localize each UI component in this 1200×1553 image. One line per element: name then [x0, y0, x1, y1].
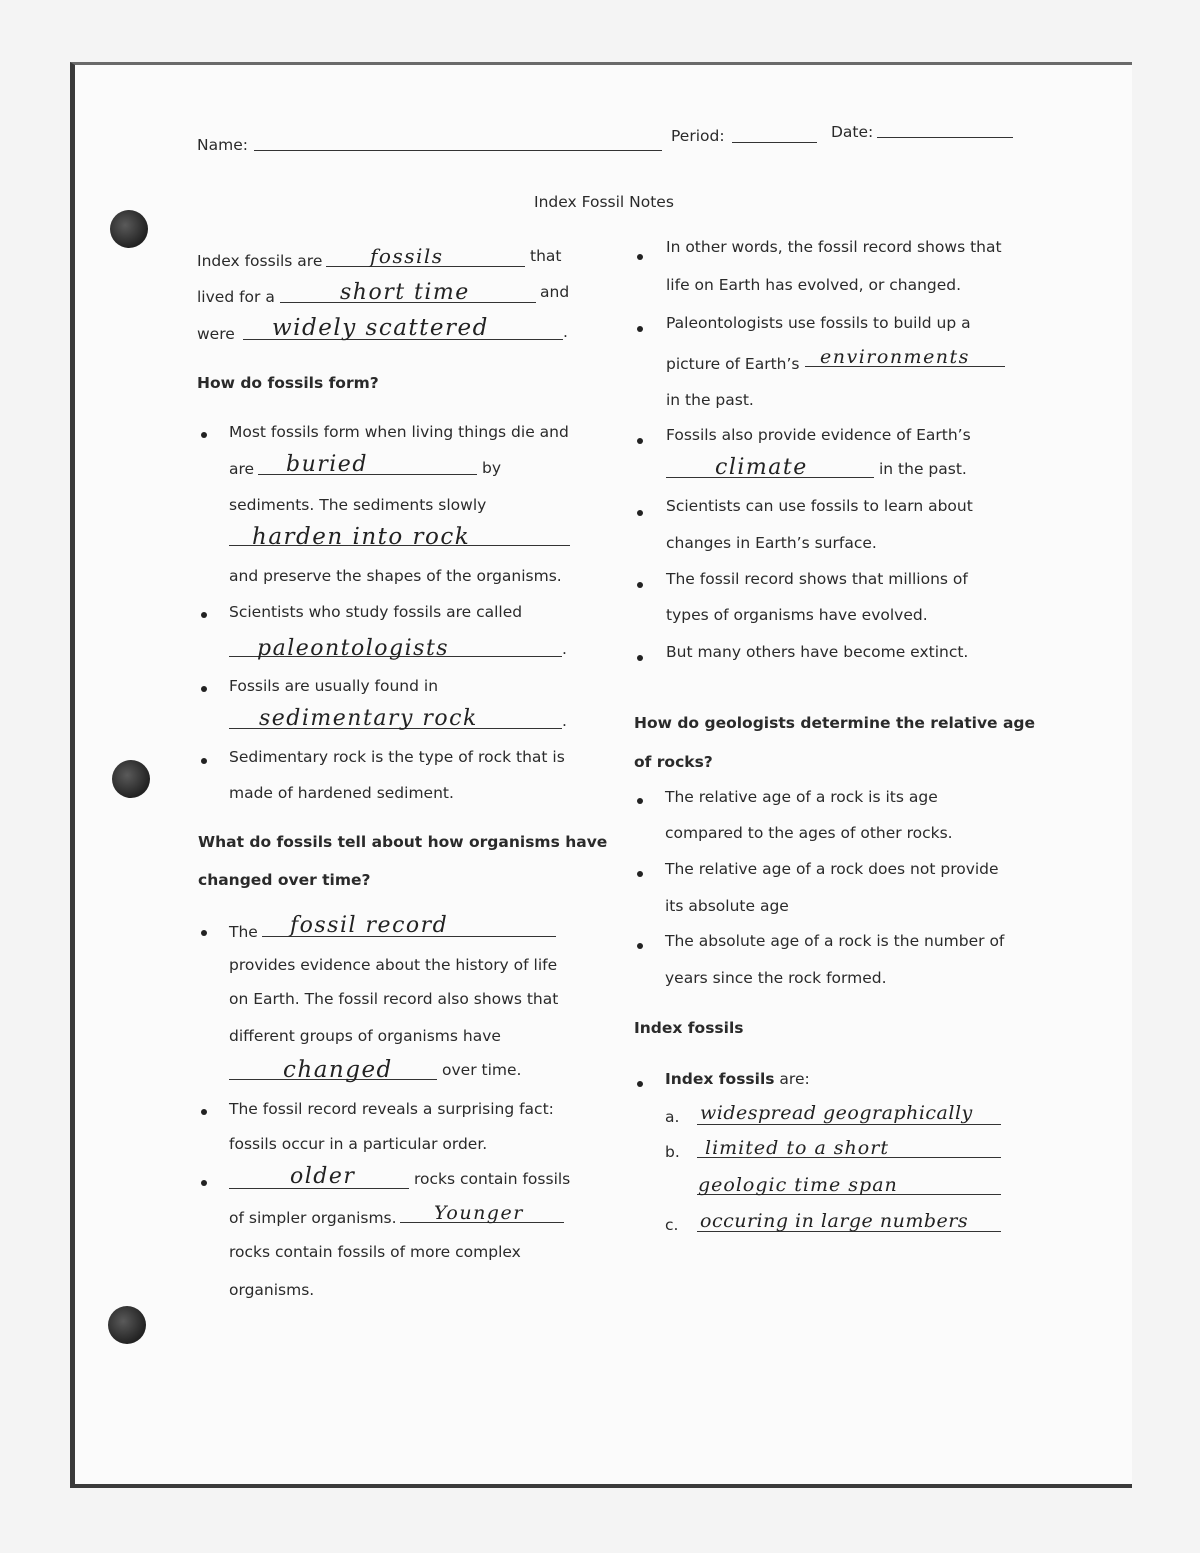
- right-r1-line2: compared to the ages of other rocks.: [665, 824, 953, 842]
- right-b2-answer: environments: [820, 346, 970, 368]
- period-label: Period:: [671, 127, 725, 145]
- right-r2-line1: The relative age of a rock does not provide: [665, 860, 999, 878]
- list-label-c: c.: [665, 1216, 679, 1234]
- period-blank[interactable]: [732, 142, 817, 143]
- form-b4-line2: made of hardened sediment.: [229, 784, 454, 802]
- heading-relative-age-2: of rocks?: [634, 753, 713, 771]
- intro-text-1: Index fossils are: [197, 252, 323, 270]
- tell-b3-line1: rocks contain fossils: [414, 1170, 571, 1188]
- right-b5-line2: types of organisms have evolved.: [666, 606, 928, 624]
- form-b1-answer-1: buried: [286, 452, 368, 477]
- intro-answer-2: short time: [340, 280, 470, 305]
- intro-text-1-end: that: [530, 247, 562, 265]
- form-b1-answer-2: harden into rock: [252, 524, 471, 550]
- right-r2-line2: its absolute age: [665, 897, 789, 915]
- right-b1-line1: In other words, the fossil record shows that: [666, 238, 1002, 256]
- right-b6-line1: But many others have become extinct.: [666, 643, 969, 661]
- date-blank[interactable]: [877, 137, 1013, 138]
- right-b3-answer: climate: [715, 455, 808, 480]
- bullet: [201, 612, 207, 618]
- bullet: [637, 582, 643, 588]
- tell-b3-line3: rocks contain fossils of more complex: [229, 1243, 521, 1261]
- punch-hole-middle: [112, 760, 150, 798]
- form-b2-line1: Scientists who study fossils are called: [229, 603, 523, 621]
- right-b2-line3: in the past.: [666, 391, 754, 409]
- tell-b3-line4: organisms.: [229, 1281, 315, 1299]
- answer-b-line1: limited to a short: [705, 1137, 889, 1159]
- right-b4-line1: Scientists can use fossils to learn about: [666, 497, 973, 515]
- form-b3-end: .: [562, 712, 567, 730]
- form-b3-line1: Fossils are usually found in: [229, 677, 439, 695]
- right-r3-line1: The absolute age of a rock is the number of: [665, 932, 1005, 950]
- right-b4-line2: changes in Earth’s surface.: [666, 534, 877, 552]
- answer-a: widespread geographically: [700, 1102, 973, 1124]
- tell-b3-line2: of simpler organisms.: [229, 1209, 397, 1227]
- bullet: [637, 943, 643, 949]
- right-b2-line1: Paleontologists use fossils to build up a: [666, 314, 971, 332]
- tell-b1-answer-2: changed: [283, 1057, 393, 1083]
- name-blank[interactable]: [254, 150, 662, 151]
- answer-b-line2: geologic time span: [698, 1174, 898, 1196]
- bullet: [201, 930, 207, 936]
- bullet: [637, 326, 643, 332]
- tell-b1-line3: on Earth. The fossil record also shows that: [229, 990, 559, 1008]
- right-b1-line2: life on Earth has evolved, or changed.: [666, 276, 962, 294]
- page-title: Index Fossil Notes: [534, 193, 674, 211]
- bullet: [201, 758, 207, 764]
- bullet: [637, 1081, 643, 1087]
- intro-answer-3: widely scattered: [272, 315, 489, 341]
- right-b5-line1: The fossil record shows that millions of: [666, 570, 968, 588]
- intro-answer-1: fossils: [370, 244, 444, 268]
- form-b2-end: .: [562, 640, 567, 658]
- intro-text-2: lived for a: [197, 288, 275, 306]
- bullet: [637, 871, 643, 877]
- index-fossils-are: Index fossils are:: [665, 1070, 810, 1088]
- right-r1-line1: The relative age of a rock is its age: [665, 788, 938, 806]
- tell-b1-the: The: [229, 923, 258, 941]
- bullet: [637, 510, 643, 516]
- form-b3-answer: sedimentary rock: [259, 706, 478, 731]
- intro-text-2-end: and: [540, 283, 570, 301]
- form-b2-answer: paleontologists: [257, 636, 450, 661]
- bullet: [201, 1180, 207, 1186]
- tell-b3-answer-2: Younger: [434, 1202, 524, 1224]
- bullet: [637, 438, 643, 444]
- form-b1-line5: and preserve the shapes of the organisms.: [229, 567, 562, 585]
- form-b1-line3: sediments. The sediments slowly: [229, 496, 487, 514]
- list-label-b: b.: [665, 1143, 680, 1161]
- heading-how-fossils-form: How do fossils form?: [197, 374, 379, 392]
- tell-b1-answer-1: fossil record: [290, 913, 449, 938]
- form-b1-are: are: [229, 460, 255, 478]
- tell-b3-answer-1: older: [290, 1164, 356, 1189]
- punch-hole-top: [110, 210, 148, 248]
- right-b2-line2: picture of Earth’s: [666, 355, 800, 373]
- right-b3-line2: in the past.: [879, 460, 967, 478]
- bullet: [201, 432, 207, 438]
- tell-b2-line2: fossils occur in a particular order.: [229, 1135, 488, 1153]
- punch-hole-bottom: [108, 1306, 146, 1344]
- answer-c: occuring in large numbers: [700, 1210, 969, 1232]
- intro-text-3-end: .: [563, 323, 568, 341]
- tell-b1-line2: provides evidence about the history of life: [229, 956, 558, 974]
- heading-relative-age-1: How do geologists determine the relative age: [634, 714, 1036, 732]
- bullet: [201, 686, 207, 692]
- bullet: [637, 254, 643, 260]
- heading-index-fossils: Index fossils: [634, 1019, 744, 1037]
- heading-what-fossils-tell-2: changed over time?: [198, 871, 371, 889]
- worksheet-page: [70, 62, 1132, 1488]
- right-r3-line2: years since the rock formed.: [665, 969, 887, 987]
- tell-b1-over: over time.: [442, 1061, 522, 1079]
- intro-text-3: were: [197, 325, 235, 343]
- date-label: Date:: [831, 123, 874, 141]
- bullet: [637, 798, 643, 804]
- form-b1-line1: Most fossils form when living things die and: [229, 423, 569, 441]
- form-b4-line1: Sedimentary rock is the type of rock that is: [229, 748, 565, 766]
- form-b1-by: by: [482, 459, 502, 477]
- bullet: [201, 1109, 207, 1115]
- tell-b2-line1: The fossil record reveals a surprising fact:: [229, 1100, 554, 1118]
- list-label-a: a.: [665, 1108, 680, 1126]
- heading-what-fossils-tell-1: What do fossils tell about how organisms have: [198, 833, 608, 851]
- name-label: Name:: [197, 136, 248, 154]
- right-b3-line1: Fossils also provide evidence of Earth’s: [666, 426, 971, 444]
- bullet: [637, 655, 643, 661]
- tell-b1-line4: different groups of organisms have: [229, 1027, 501, 1045]
